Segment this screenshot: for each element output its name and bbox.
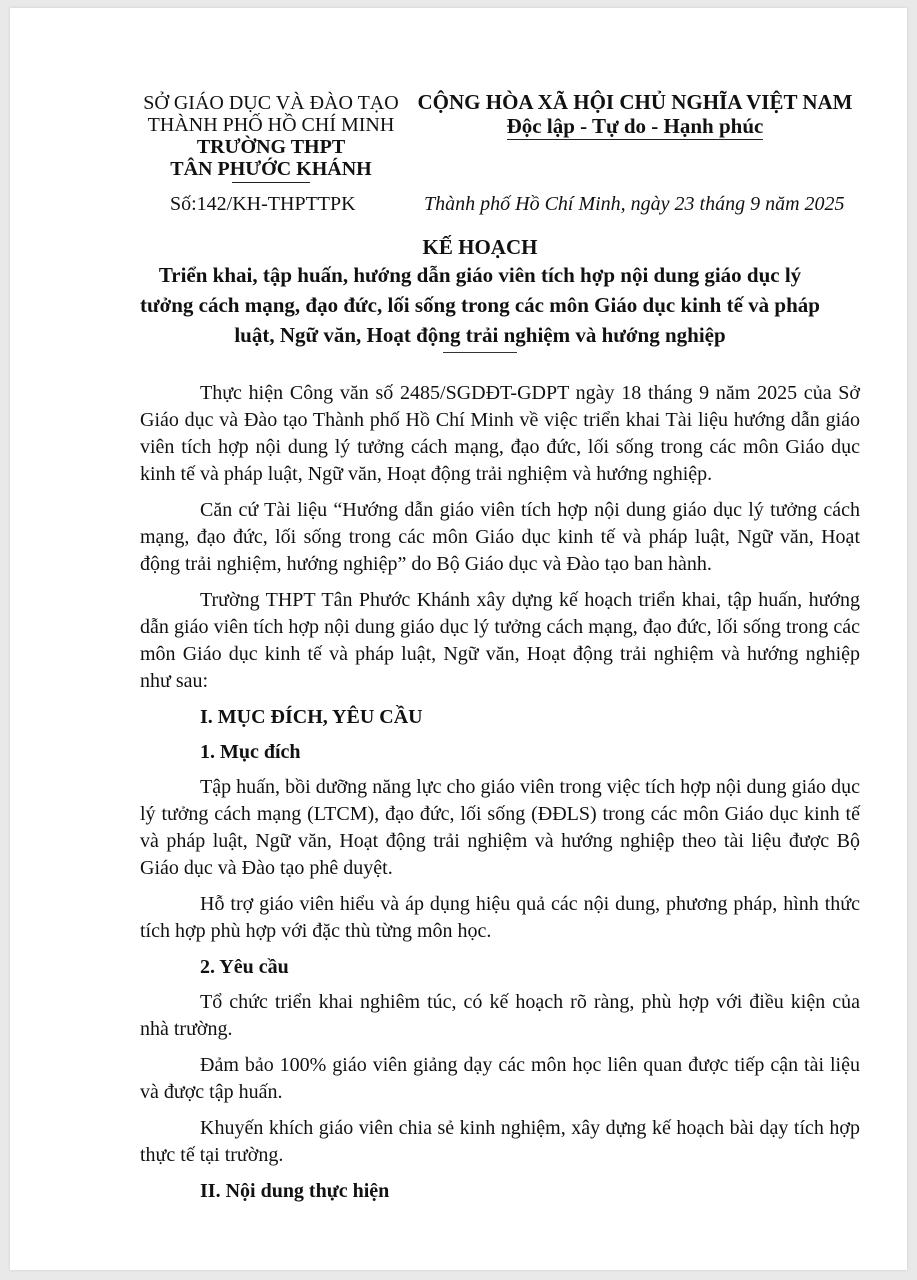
title-underline [443,352,517,353]
issuing-agency-block [140,92,402,183]
national-motto: Độc lập - Tự do - Hạnh phúc [506,114,764,138]
school-line-1: TRƯỜNG THPT [196,136,346,158]
agency-line-1: SỞ GIÁO DỤC VÀ ĐÀO TẠO [143,92,399,114]
school-line-2: TÂN PHƯỚC KHÁNH [170,158,372,180]
document-title: KẾ HOẠCH [422,235,538,259]
document-number: Số:142/KH-THPTTPK [170,193,356,215]
section-heading-1: I. MỤC ĐÍCH, YÊU CẦU [200,706,423,728]
agency-line-2: THÀNH PHỐ HỒ CHÍ MINH [147,114,395,136]
national-header [415,90,855,140]
subheading-requirements: 2. Yêu cầu [200,956,289,978]
paragraph-purpose-2: Hỗ trợ giáo viên hiểu và áp dụng hiệu quả các nội dung, phương pháp, hình thức tích hợp phù hợp với đặc thù từng môn học. [140,893,860,942]
section-heading-2: II. Nội dung thực hiện [200,1180,390,1202]
paragraph-requirement-1: Tổ chức triển khai nghiêm túc, có kế hoạch rõ ràng, phù hợp với điều kiện của nhà trường. [140,991,860,1040]
paragraph-basis: Căn cứ Tài liệu “Hướng dẫn giáo viên tích hợp nội dung giáo dục lý tưởng cách mạng, đạo đức, lối sống trong các môn Giáo dục kinh tế và pháp luật, Ngữ văn, Hoạt động trải nghiệm, hướng nghiệp” do Bộ Giáo dục và Đào tạo ban hành. [140,499,860,575]
document-page [10,8,907,1270]
title-subtitle-line-2: tưởng cách mạng, đạo đức, lối sống trong các môn Giáo dục kinh tế và pháp [140,293,820,317]
subheading-purpose: 1. Mục đích [200,741,301,763]
document-body [140,380,860,1213]
paragraph-purpose-1: Tập huấn, bồi dưỡng năng lực cho giáo viên trong việc tích hợp nội dung giáo dục lý tưởng cách mạng (LTCM), đạo đức, lối sống (ĐĐLS) trong các môn Giáo dục kinh tế và pháp luật, Ngữ văn, Hoạt động trải nghiệm và hướng nghiệp theo tài liệu được Bộ Giáo dục và Đào tạo phê duyệt. [140,776,860,879]
school-underline [232,182,310,183]
title-subtitle-line-1: Triển khai, tập huấn, hướng dẫn giáo viên tích hợp nội dung giáo dục lý [158,263,802,287]
paragraph-reference: Thực hiện Công văn số 2485/SGDĐT-GDPT ngày 18 tháng 9 năm 2025 của Sở Giáo dục và Đào tạo Thành phố Hồ Chí Minh về việc triển khai Tài liệu hướng dẫn giáo viên tích hợp nội dung lý tưởng cách mạng, đạo đức, lối sống trong các môn Giáo dục kinh tế và pháp luật, Ngữ văn, Hoạt động trải nghiệm và hướng nghiệp. [140,382,860,485]
paragraph-intro: Trường THPT Tân Phước Khánh xây dựng kế hoạch triển khai, tập huấn, hướng dẫn giáo viên tích hợp nội dung giáo dục lý tưởng cách mạng, đạo đức, lối sống trong các môn Giáo dục kinh tế và pháp luật, Ngữ văn, Hoạt động trải nghiệm và hướng nghiệp như sau: [140,589,860,692]
title-block [120,234,840,353]
title-subtitle-line-3: luật, Ngữ văn, Hoạt động trải nghiệm và hướng nghiệp [234,323,726,347]
paragraph-requirement-3: Khuyến khích giáo viên chia sẻ kinh nghiệm, xây dựng kế hoạch bài dạy tích hợp thực tế tại trường. [140,1117,860,1166]
date-line: Thành phố Hồ Chí Minh, ngày 23 tháng 9 năm 2025 [424,193,845,215]
country-name: CỘNG HÒA XÃ HỘI CHỦ NGHĨA VIỆT NAM [417,90,853,114]
paragraph-requirement-2: Đảm bảo 100% giáo viên giảng dạy các môn học liên quan được tiếp cận tài liệu và được tập huấn. [140,1054,860,1103]
